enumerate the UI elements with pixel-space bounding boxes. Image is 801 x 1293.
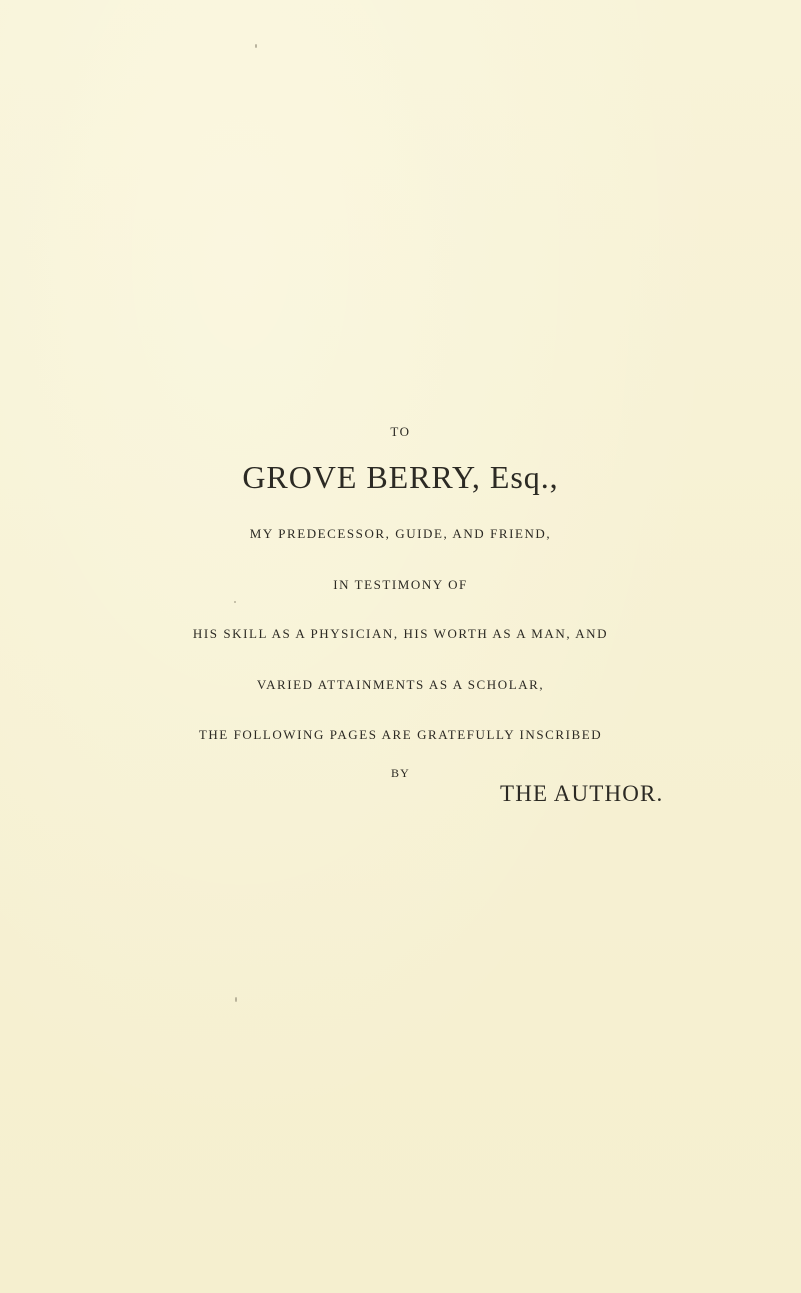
dedication-to: TO — [390, 424, 411, 439]
paper-speck — [234, 601, 236, 603]
dedication-line-4: VARIED ATTAINMENTS AS A SCHOLAR, — [256, 677, 545, 692]
author-signature: THE AUTHOR. — [500, 781, 664, 806]
dedication-line-1: MY PREDECESSOR, GUIDE, AND FRIEND, — [249, 526, 552, 541]
dedication-line-5: THE FOLLOWING PAGES ARE GRATEFULLY INSCRIBED — [198, 727, 603, 742]
dedication-line-3: HIS SKILL AS A PHYSICIAN, HIS WORTH AS A MAN, AND — [192, 626, 609, 641]
paper-speck — [235, 997, 237, 1002]
dedication-line-2: IN TESTIMONY OF — [333, 577, 468, 592]
paper-speck — [255, 44, 257, 48]
dedicatee-name: GROVE BERRY, Esq., — [242, 459, 559, 495]
dedication-by: BY — [390, 766, 411, 780]
